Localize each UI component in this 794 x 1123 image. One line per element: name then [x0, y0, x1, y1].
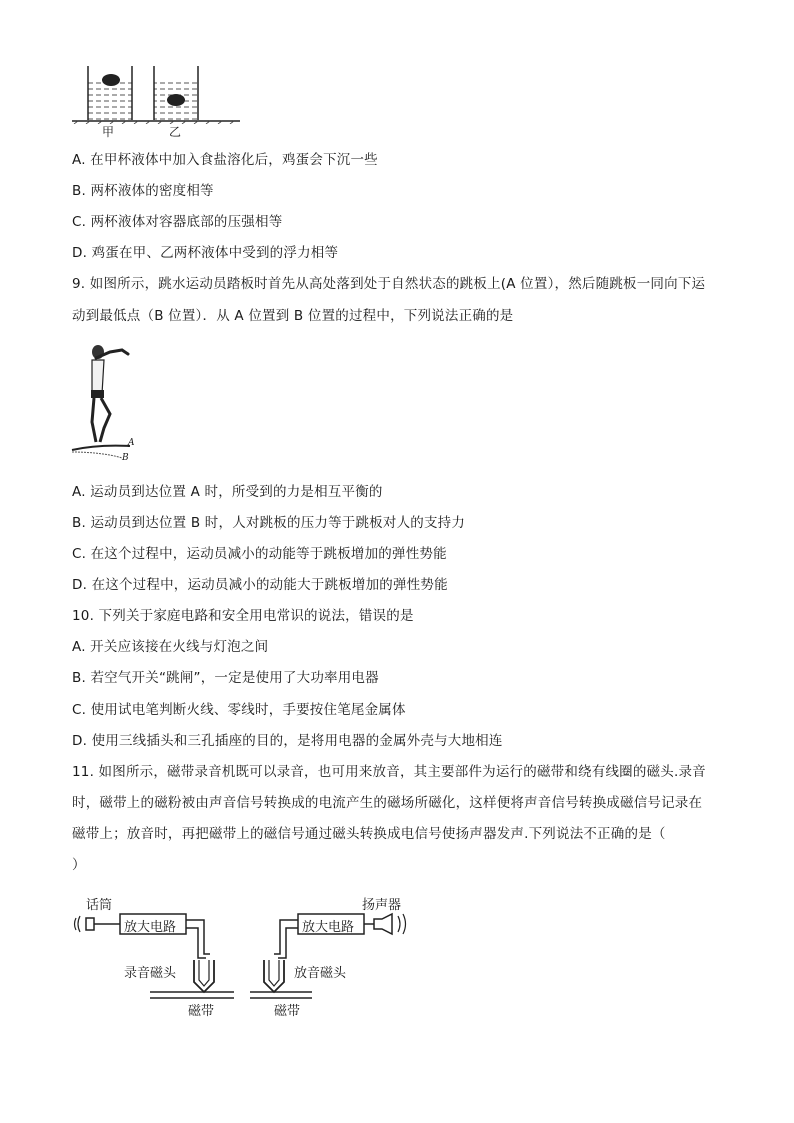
q10-stem: 10. 下列关于家庭电路和安全用电常识的说法，错误的是	[72, 608, 414, 624]
cups-figure	[72, 62, 242, 140]
q9-option-d: D. 在这个过程中，运动员减小的动能大于跳板增加的弹性势能	[72, 577, 448, 593]
label-amplifier-left: 放大电路	[124, 920, 177, 935]
label-tape-left: 磁带	[188, 1004, 215, 1019]
label-play-head: 放音磁头	[294, 966, 347, 981]
diver-figure	[70, 342, 150, 467]
q8-option-d: D. 鸡蛋在甲、乙两杯液体中受到的浮力相等	[72, 245, 339, 261]
diver-drawing	[70, 342, 150, 467]
label-speaker: 扬声器	[362, 898, 402, 913]
cups-drawing	[72, 62, 242, 124]
tape-recorder-figure	[72, 888, 432, 1028]
cup-label-yi: 乙	[169, 125, 182, 139]
record-head-icon	[194, 960, 214, 992]
microphone-icon	[86, 918, 94, 930]
label-record-head: 录音磁头	[124, 966, 177, 981]
egg-left	[102, 74, 120, 86]
q9-stem-line1: 9. 如图所示，跳水运动员踏板时首先从高处落到处于自然状态的跳板上(A 位置），然后随跳板一同向下运	[72, 276, 706, 292]
q8-option-c: C. 两杯液体对容器底部的压强相等	[72, 214, 283, 230]
egg-right	[167, 94, 185, 106]
q10-option-a: A. 开关应该接在火线与灯泡之间	[72, 639, 269, 655]
label-microphone: 话筒	[86, 898, 113, 913]
q11-stem-line4: ）	[72, 857, 86, 873]
q8-option-b: B. 两杯液体的密度相等	[72, 183, 214, 199]
diver-label-a: A	[128, 438, 135, 448]
q11-stem-line3: 磁带上；放音时，再把磁带上的磁信号通过磁头转换成电信号使扬声器发声.下列说法不正确的是（	[72, 826, 666, 842]
diver-label-b: B	[122, 453, 129, 463]
play-head-icon	[264, 960, 284, 992]
label-tape-right: 磁带	[274, 1004, 301, 1019]
speaker-icon	[374, 914, 392, 934]
cup-label-jia: 甲	[102, 125, 115, 139]
label-amplifier-right: 放大电路	[302, 920, 355, 935]
q10-option-b: B. 若空气开关“跳闸”，一定是使用了大功率用电器	[72, 670, 379, 686]
q9-option-a: A. 运动员到达位置 A 时，所受到的力是相互平衡的	[72, 484, 383, 500]
q9-stem-line2: 动到最低点（B 位置）．从 A 位置到 B 位置的过程中，下列说法正确的是	[72, 308, 514, 324]
q10-option-d: D. 使用三线插头和三孔插座的目的，是将用电器的金属外壳与大地相连	[72, 733, 503, 749]
q9-option-b: B. 运动员到达位置 B 时，人对跳板的压力等于跳板对人的支持力	[72, 515, 466, 531]
q11-stem-line2: 时，磁带上的磁粉被由声音信号转换成的电流产生的磁场所磁化，这样便将声音信号转换成磁信号记录在	[72, 795, 703, 811]
q8-option-a: A. 在甲杯液体中加入食盐溶化后，鸡蛋会下沉一些	[72, 152, 378, 168]
q11-stem-line1: 11. 如图所示，磁带录音机既可以录音，也可用来放音，其主要部件为运行的磁带和绕有线圈的磁头.录音	[72, 764, 706, 780]
q10-option-c: C. 使用试电笔判断火线、零线时，手要按住笔尾金属体	[72, 702, 406, 718]
q9-option-c: C. 在这个过程中，运动员减小的动能等于跳板增加的弹性势能	[72, 546, 447, 562]
